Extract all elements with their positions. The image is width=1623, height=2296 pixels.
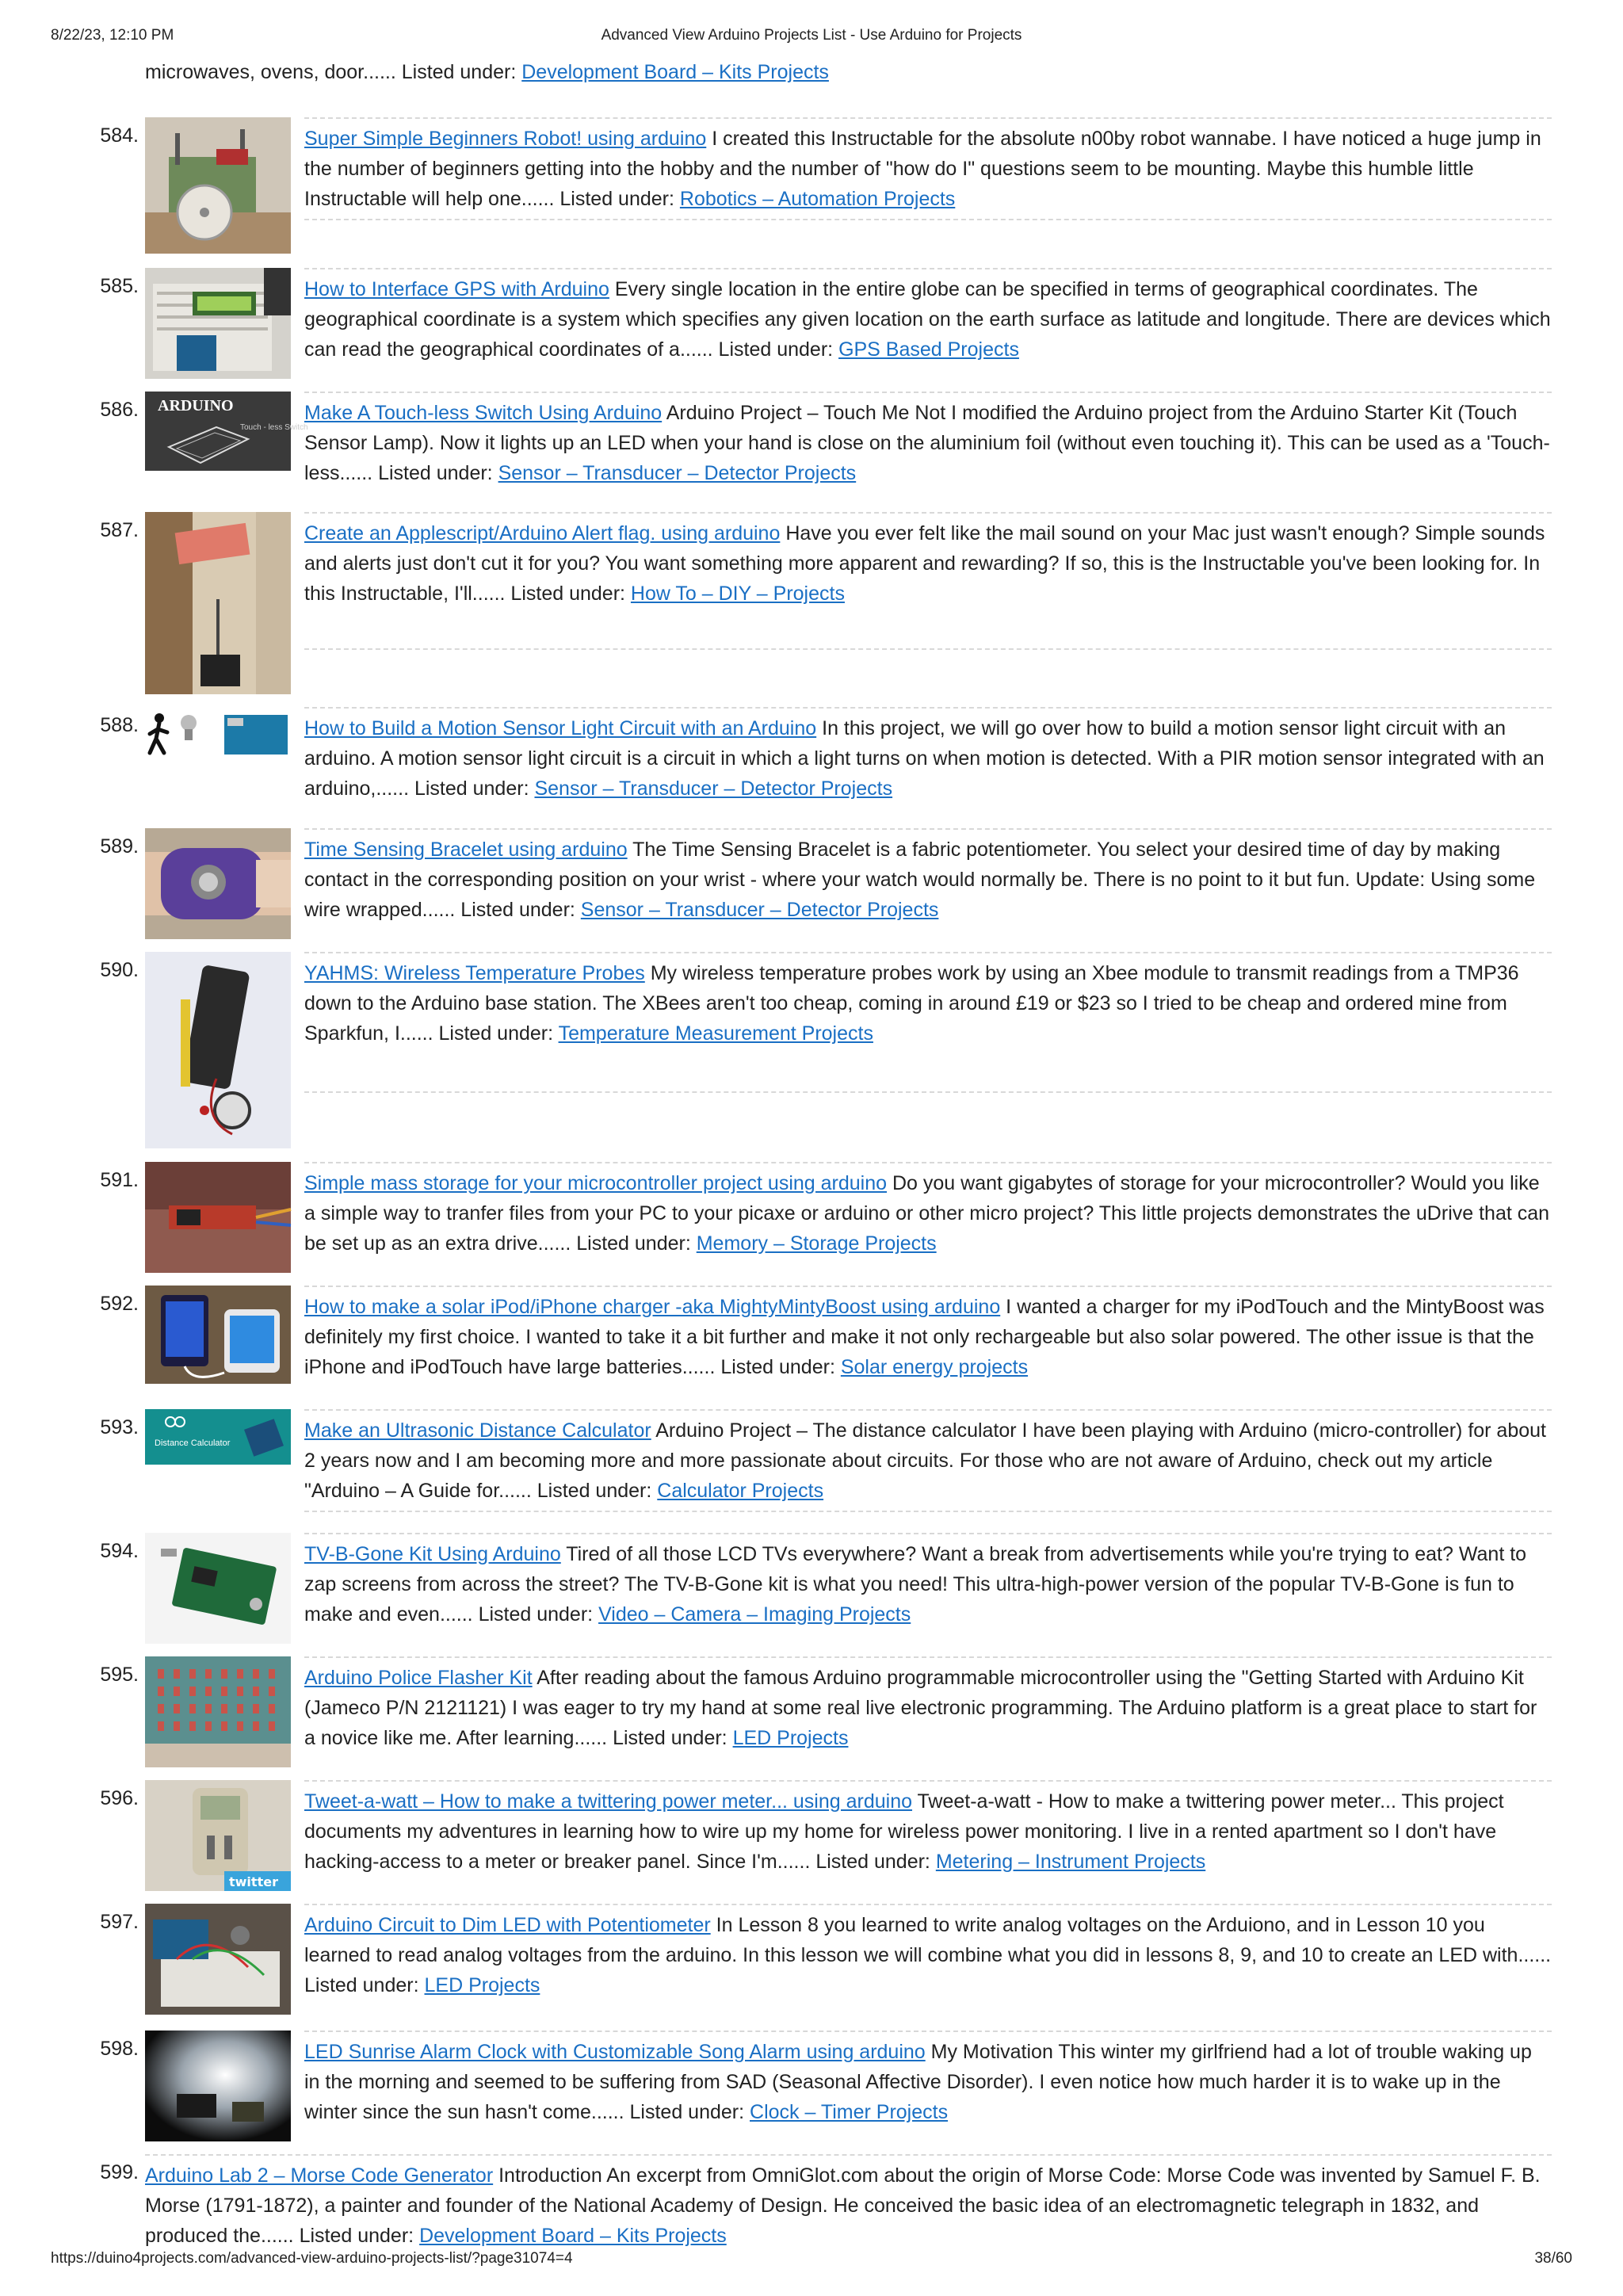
list-item-590 [100, 952, 1552, 1162]
thumbnail-image [145, 1656, 291, 1767]
project-title-link[interactable]: How to make a solar iPod/iPhone charger -aka MightyMintyBoost using arduino [304, 1296, 1001, 1318]
item-number: 592. [100, 1293, 139, 1315]
item-divider [304, 1511, 1552, 1512]
category-link[interactable]: Sensor – Transducer – Detector Projects [498, 462, 857, 484]
project-description: Arduino Project – The distance calculator I have been playing with Arduino (micro-controller) for about 2 years now and I am becoming more and more passionate about circuits. For those who are not aware of Arduino, check out my article "Arduino – A Guide for...... Listed under: [304, 1419, 1546, 1502]
project-description: In this project, we will go over how to build a motion sensor light circuit with an arduino. A motion sensor light circuit is a circuit in which a light turns on when motion is detected. With a PIR motion sensor integrated with an arduino,...... Listed under: [304, 717, 1545, 800]
project-description: After reading about the famous Arduino programmable microcontroller using the "Getting Started with Arduino Kit (Jameco P/N 2121121) I was eager to try my hand at some real live electronic programming. The Arduino platform is a great place to start for a novice like me. After learning...... Listed under: [304, 1667, 1537, 1749]
category-link[interactable]: LED Projects [732, 1727, 849, 1749]
item-number: 596. [100, 1787, 139, 1809]
thumbnail-image [145, 1533, 291, 1644]
item-body [304, 707, 1552, 808]
category-link[interactable]: Calculator Projects [657, 1480, 824, 1502]
project-description: I wanted a charger for my iPodTouch and the MintyBoost was definitely my first choice. I wanted to take it a bit further and make it not only rechargeable but also solar powered. The other issue is that the iPhone and iPodTouch have large batteries...... Listed under: [304, 1296, 1545, 1378]
project-description: The Time Sensing Bracelet is a fabric potentiometer. You select your desired time of day by making contact in the corresponding position on your wrist - where your watch would normally be. There is no point to it but fun. Update: Using some wire wrapped...... Listed under: [304, 839, 1536, 921]
list-item-585 [100, 268, 1552, 392]
thumb-label: twitter [229, 1874, 278, 1889]
page-number: 38/60 [1534, 2250, 1572, 2267]
print-footer [51, 2250, 1572, 2274]
list-item-587 [100, 512, 1552, 707]
category-link[interactable]: Memory – Storage Projects [696, 1232, 937, 1255]
list-item-589 [100, 828, 1552, 952]
project-description: Tired of all those LCD TVs everywhere? Want a break from advertisements while you're trying to eat? Want to zap screens from across the street? The TV-B-Gone kit is what you need! This ultra-high-power version of the popular TV-B-Gone is fun to make and even...... Listed under: [304, 1543, 1527, 1626]
project-description: My wireless temperature probes work by using an Xbee module to transmit readings from a TMP36 down to the Arduino base station. The XBees aren't too cheap, coming in around £19 or $23 so I tried to be cheap and ordered mine from Sparkfun, I...... Listed under: [304, 962, 1519, 1045]
item-number: 594. [100, 1540, 139, 1562]
thumbnail-image [145, 2030, 291, 2141]
thumbnail-image [145, 1286, 291, 1384]
thumb-label: Distance Calculator [155, 1438, 231, 1448]
project-title-link[interactable]: TV-B-Gone Kit Using Arduino [304, 1543, 561, 1565]
project-title-link[interactable]: Arduino Circuit to Dim LED with Potentiometer [304, 1914, 711, 1936]
project-title-link[interactable]: Arduino Police Flasher Kit [304, 1667, 533, 1689]
page-url: https://duino4projects.com/advanced-view-arduino-projects-list/?page31074=4 [51, 2250, 573, 2267]
thumbnail-image [145, 1409, 291, 1465]
project-title-link[interactable]: Create an Applescript/Arduino Alert flag. using arduino [304, 522, 781, 544]
item-number: 587. [100, 519, 139, 541]
category-link[interactable]: LED Projects [424, 1974, 540, 1996]
print-header [51, 27, 1572, 51]
item-number: 595. [100, 1664, 139, 1686]
project-title-link[interactable]: LED Sunrise Alarm Clock with Customizable Song Alarm using arduino [304, 2041, 926, 2063]
projects-list [0, 55, 1623, 2256]
item-body [304, 1904, 1552, 2005]
list-item-596 [100, 1780, 1552, 1904]
item-number: 589. [100, 835, 139, 858]
project-description: My Motivation This winter my girlfriend had a lot of trouble waking up in the morning and seemed to be suffering from SAD (Seasonal Affective Disorder). I even notice how much harder it is to wake up in the winter since the sun hasn't come...... Listed under: [304, 2041, 1532, 2123]
thumbnail-image [145, 268, 291, 379]
project-description: Introduction An excerpt from OmniGlot.com about the origin of Morse Code: Morse Code was invented by Samuel F. B. Morse (1791-1872), a painter and founder of the National Academy of Design. He conceived the basic idea of an electromagnetic telegraph in 1832, and produced the...... Listed under: [145, 2164, 1541, 2247]
category-link[interactable]: Video – Camera – Imaging Projects [598, 1603, 911, 1626]
item-body [304, 392, 1552, 493]
list-item-591 [100, 1162, 1552, 1286]
category-link[interactable]: Metering – Instrument Projects [935, 1851, 1206, 1873]
project-description: Arduino Project – Touch Me Not I modified the Arduino project from the Arduino Starter Kit (Touch Sensor Lamp). Now it lights up an LED when your hand is close on the aluminium foil (without even touching it). This can be used as a 'Touch-less...... Listed under: [304, 402, 1550, 484]
list-item-588 [100, 707, 1552, 828]
thumbnail-image [145, 1780, 291, 1891]
item-divider [304, 219, 1552, 220]
item-number: 590. [100, 959, 139, 981]
thumbnail-image [145, 512, 291, 694]
category-link[interactable]: Temperature Measurement Projects [558, 1022, 873, 1045]
item-number: 585. [100, 275, 139, 297]
list-item-593 [100, 1409, 1552, 1533]
project-description: Do you want gigabytes of storage for your microcontroller? Would you like a simple way to tranfer files from your PC to your picaxe or arduino or other micro project? This little projects demonstrates the uDrive that can be set up as an extra drive...... Listed under: [304, 1172, 1550, 1255]
item-number: 598. [100, 2038, 139, 2060]
category-link[interactable]: Development Board – Kits Projects [419, 2225, 727, 2247]
item-body [304, 1533, 1552, 1634]
project-title-link[interactable]: Make an Ultrasonic Distance Calculator [304, 1419, 651, 1442]
thumb-label: ARDUINO [158, 397, 234, 415]
thumbnail-image [145, 952, 291, 1148]
item-number: 584. [100, 124, 139, 147]
intro-continuation [145, 55, 1552, 117]
project-description: I created this Instructable for the absolute n00by robot wannabe. I have noticed a huge jump in the number of beginners getting into the hobby and the number of "how do I" questions seem to be mounting. Maybe this humble little Instructable will help one...... Listed under: [304, 128, 1541, 210]
thumbnail-image [145, 828, 291, 939]
item-body [304, 512, 1552, 613]
category-link[interactable]: How To – DIY – Projects [630, 583, 845, 605]
thumb-sublabel: Touch - less Switch [240, 423, 308, 432]
project-title-link[interactable]: Make A Touch-less Switch Using Arduino [304, 402, 663, 424]
list-item-599 [100, 2154, 1552, 2256]
project-title-link[interactable]: Time Sensing Bracelet using arduino [304, 839, 628, 861]
item-body [304, 828, 1552, 930]
project-description: Every single location in the entire globe can be specified in terms of geographical coordinates. The geographical coordinate is a system which specifies any given location on the earth surface as latitude and longitude. There are devices which can read the geographical coordinates of a...... Listed under: [304, 278, 1551, 361]
category-link[interactable]: Robotics – Automation Projects [679, 188, 956, 210]
list-item-595 [100, 1656, 1552, 1780]
item-number: 591. [100, 1169, 139, 1191]
category-link[interactable]: Sensor – Transducer – Detector Projects [534, 777, 893, 800]
item-body [304, 1656, 1552, 1758]
thumbnail-image [145, 1904, 291, 2015]
project-description: In Lesson 8 you learned to write analog voltages on the Arduiono, and in Lesson 10 you learned to read analog voltages from the arduino. In this lesson we will combine what you did in lessons 8, 9, and 10 to create an LED with...... Listed under: [304, 1914, 1552, 1996]
list-item-586 [100, 392, 1552, 512]
item-divider [304, 648, 1552, 650]
item-divider [304, 1091, 1552, 1093]
item-body [304, 1409, 1552, 1511]
item-body [304, 1780, 1552, 1881]
category-link[interactable]: Development Board – Kits Projects [521, 61, 829, 83]
item-number: 586. [100, 399, 139, 421]
list-item-584 [100, 117, 1552, 268]
item-number: 597. [100, 1911, 139, 1933]
project-title-link[interactable]: Tweet-a-watt – How to make a twittering power meter... using arduino [304, 1790, 913, 1813]
project-title-link[interactable]: Simple mass storage for your microcontroller project using arduino [304, 1172, 888, 1194]
project-title-link[interactable]: Arduino Lab 2 – Morse Code Generator [145, 2164, 494, 2187]
page-title: Advanced View Arduino Projects List - Use Arduino for Projects [601, 27, 1022, 44]
thumbnail-image [145, 117, 291, 254]
item-number: 599. [100, 2161, 139, 2183]
item-body [304, 2030, 1552, 2132]
item-body [304, 1286, 1552, 1387]
project-title-link[interactable]: How to Build a Motion Sensor Light Circuit with an Arduino [304, 717, 817, 739]
list-item-597 [100, 1904, 1552, 2030]
project-title-link[interactable]: Super Simple Beginners Robot! using arduino [304, 128, 707, 150]
item-body [304, 952, 1552, 1053]
category-link[interactable]: Solar energy projects [840, 1356, 1029, 1378]
project-title-link[interactable]: How to Interface GPS with Arduino [304, 278, 609, 300]
print-date: 8/22/23, 12:10 PM [51, 27, 174, 44]
category-link[interactable]: GPS Based Projects [838, 338, 1019, 361]
list-item-598 [100, 2030, 1552, 2154]
thumbnail-image [145, 707, 291, 762]
item-body [304, 117, 1552, 219]
list-item-594 [100, 1533, 1552, 1656]
thumbnail-image [145, 392, 308, 471]
list-item-592 [100, 1286, 1552, 1409]
category-link[interactable]: Clock – Timer Projects [750, 2101, 949, 2123]
thumbnail-image [145, 1162, 291, 1273]
item-body [145, 2154, 1552, 2256]
project-description: Have you ever felt like the mail sound on your Mac just wasn't enough? Simple sounds and alerts just don't cut it for you? You want something more apparent and rewarding? If so, this is the Instructable you've been looking for. In this Instructable, I'll...... Listed under: [304, 522, 1545, 605]
item-number: 593. [100, 1416, 139, 1438]
category-link[interactable]: Sensor – Transducer – Detector Projects [580, 899, 939, 921]
item-number: 588. [100, 714, 139, 736]
item-body [304, 1162, 1552, 1263]
intro-text: microwaves, ovens, door...... Listed under: [145, 61, 522, 83]
project-description: Tweet-a-watt - How to make a twittering power meter... This project documents my adventures in learning how to wire up my home for wireless power monitoring. I live in a rented apartment so I don't have hacking-access to a meter or breaker panel. Since I'm...... Listed under: [304, 1790, 1504, 1873]
project-title-link[interactable]: YAHMS: Wireless Temperature Probes [304, 962, 645, 984]
item-body [304, 268, 1552, 369]
